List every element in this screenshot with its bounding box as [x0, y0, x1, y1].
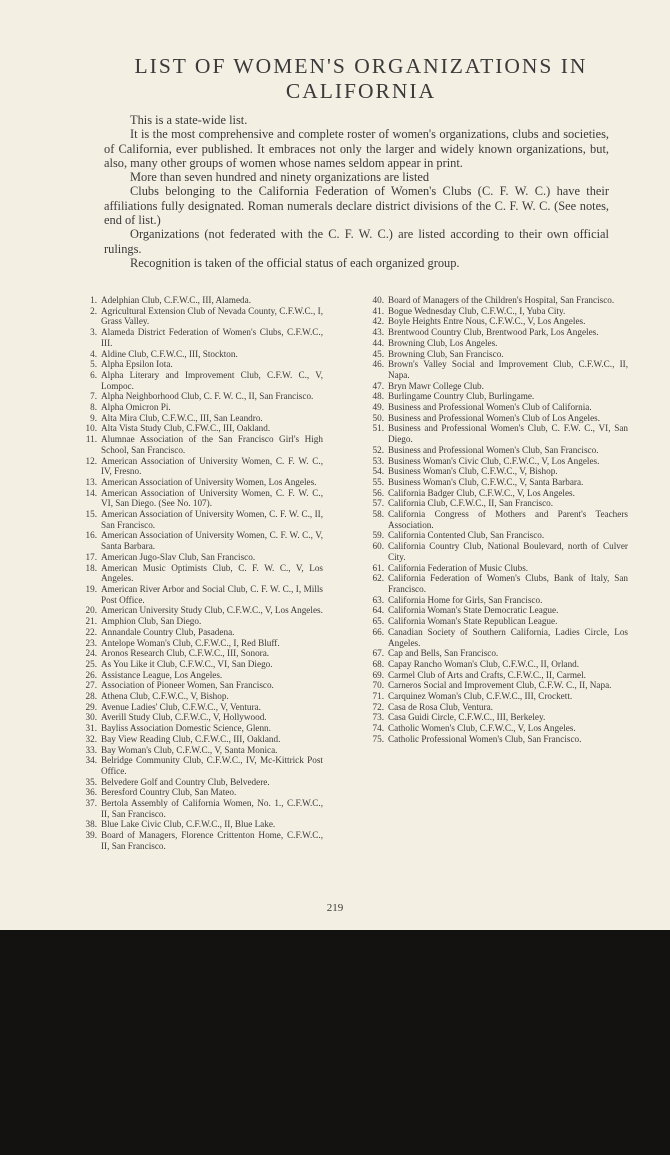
list-item-text: Aronos Research Club, C.F.W.C., III, Sonora.: [101, 648, 270, 659]
list-item-number: 2.: [90, 305, 97, 316]
list-item-number: 30.: [85, 712, 97, 723]
list-item-text: Capay Rancho Woman's Club, C.F.W.C., II, Orland.: [388, 658, 580, 669]
list-item-text: California Woman's State Republican League.: [388, 616, 558, 627]
list-item-number: 75.: [372, 733, 384, 744]
list-item: [365, 648, 628, 659]
list-item-number: 37.: [85, 798, 97, 809]
list-item-text: Casa Guidi Circle, C.F.W.C., III, Berkeley.: [388, 712, 546, 723]
list-item-number: 10.: [85, 423, 97, 434]
list-item-number: 49.: [372, 402, 384, 413]
list-item: [78, 327, 323, 348]
intro-paragraph: This is a state-wide list.: [130, 113, 248, 127]
intro-paragraph: Recognition is taken of the official status of each organized group.: [130, 255, 460, 270]
list-item: [365, 712, 628, 723]
list-item-text: Beresford Country Club, San Mateo.: [101, 787, 237, 798]
list-item-text: Business and Professional Women's Club, C. F.W. C., VI, San Diego.: [388, 423, 628, 445]
list-item-text: Casa de Rosa Club, Ventura.: [388, 701, 493, 712]
list-item-number: 27.: [85, 680, 97, 691]
list-item-number: 17.: [85, 551, 97, 562]
list-item-text: Browning Club, Los Angeles.: [388, 337, 498, 348]
list-item: [78, 584, 323, 605]
list-item: [78, 530, 323, 551]
intro-paragraph: Organizations (not federated with the C. F. W. C.) are listed according to their own official rulings.: [104, 227, 609, 256]
list-item: [78, 402, 323, 413]
list-item-text: Alpha Literary and Improvement Club, C.F.W. C., V, Lompoc.: [101, 369, 323, 391]
list-item-number: 11.: [85, 434, 97, 445]
list-item-text: American University Study Club, C.F.W.C., V, Los Angeles.: [101, 605, 323, 616]
list-item-text: California Contented Club, San Francisco.: [388, 530, 545, 541]
list-item: [365, 723, 628, 734]
list-item-number: 52.: [372, 444, 384, 455]
list-item: [78, 787, 323, 798]
list-item-number: 21.: [85, 616, 97, 627]
list-item-number: 69.: [372, 669, 384, 680]
list-item: [78, 648, 323, 659]
list-item-number: 53.: [372, 455, 384, 466]
list-item-text: Bay View Reading Club, C.F.W.C., III, Oakland.: [101, 733, 281, 744]
list-item-text: American Association of University Women, Los Angeles.: [101, 476, 317, 487]
list-item-text: Board of Managers, Florence Crittenton Home, C.F.W.C., II, San Francisco.: [101, 830, 323, 851]
list-item: [78, 659, 323, 670]
list-item-number: 13.: [85, 476, 97, 487]
list-item-text: California Federation of Women's Clubs, Bank of Italy, San Francisco.: [388, 573, 628, 594]
list-item-number: 59.: [372, 530, 384, 541]
list-item-text: Belridge Community Club, C.F.W.C., IV, Mc-Kittrick Post Office.: [101, 755, 323, 776]
list-item: [365, 338, 628, 349]
intro-text: [104, 113, 609, 270]
list-item: [365, 402, 628, 413]
list-item-number: 29.: [85, 701, 97, 712]
list-item: [78, 723, 323, 734]
list-item: [365, 498, 628, 509]
list-item: [365, 541, 628, 562]
list-item-text: Carneros Social and Improvement Club, C.F.W. C., II, Napa.: [388, 680, 612, 691]
list-item-number: 47.: [372, 380, 384, 391]
list-item-text: Athena Club, C.F.W.C., V, Bishop.: [101, 691, 229, 702]
list-item-number: 6.: [90, 369, 97, 380]
list-item-number: 70.: [372, 680, 384, 691]
list-item-text: Adelphian Club, C.F.W.C., III, Alameda.: [101, 295, 251, 305]
list-item-number: 18.: [85, 562, 97, 573]
list-item-text: Business Woman's Civic Club, C.F.W.C., V, Los Angeles.: [388, 455, 600, 466]
list-item-number: 66.: [372, 626, 384, 637]
list-item: [365, 734, 628, 745]
list-item-text: Browning Club, San Francisco.: [388, 348, 504, 359]
list-item-text: California Home for Girls, San Francisco.: [388, 594, 543, 605]
list-item-text: Alpha Omicron Pi.: [101, 402, 171, 413]
list-item-number: 58.: [372, 509, 384, 520]
list-item-text: American Association of University Women, C. F. W. C., V, Santa Barbara.: [101, 530, 323, 552]
list-item-text: Alta Vista Study Club, C.FW.C., III, Oakland.: [101, 423, 271, 434]
list-item-number: 36.: [85, 787, 97, 798]
list-item-number: 8.: [90, 402, 97, 413]
list-item-number: 60.: [372, 541, 384, 552]
list-item-number: 42.: [372, 316, 384, 327]
list-item: [78, 552, 323, 563]
list-item: [78, 370, 323, 391]
list-item-number: 62.: [372, 573, 384, 584]
list-item-text: Catholic Professional Women's Club, San Francisco.: [388, 733, 582, 744]
list-item-text: Business Woman's Club, C.F.W.C., V, Bishop.: [388, 466, 558, 477]
list-item: [78, 488, 323, 509]
list-item-number: 61.: [372, 562, 384, 573]
list-item-number: 44.: [372, 337, 384, 348]
list-item: [78, 413, 323, 424]
list-item: [78, 509, 323, 530]
list-item: [365, 456, 628, 467]
list-item-number: 15.: [85, 509, 97, 520]
list-item: [365, 563, 628, 574]
list-item-number: 48.: [372, 391, 384, 402]
list-item: [78, 295, 323, 306]
list-item-number: 5.: [90, 359, 97, 370]
list-item: [78, 755, 323, 776]
list-item-number: 74.: [372, 723, 384, 734]
list-item-text: Burlingame Country Club, Burlingame.: [388, 391, 535, 402]
list-item: [78, 670, 323, 681]
list-item-number: 55.: [372, 476, 384, 487]
list-item-number: 38.: [85, 819, 97, 830]
list-item: [78, 638, 323, 649]
list-item-number: 51.: [372, 423, 384, 434]
list-item-text: California Federation of Music Clubs.: [388, 562, 529, 573]
list-item-text: California Badger Club, C.F.W.C., V, Los Angeles.: [388, 487, 575, 498]
list-item-text: Brown's Valley Social and Improvement Club, C.F.W.C., II, Napa.: [388, 359, 628, 380]
list-item-number: 41.: [372, 305, 384, 316]
list-item: [78, 691, 323, 702]
list-item-number: 16.: [85, 530, 97, 541]
list-item-text: Avenue Ladies' Club, C.F.W.C., V, Ventura.: [101, 701, 261, 712]
list-item: [78, 456, 323, 477]
list-item: [78, 627, 323, 638]
list-item-number: 35.: [85, 776, 97, 787]
list-item-text: Business Woman's Club, C.F.W.C., V, Santa Barbara.: [388, 476, 584, 487]
list-item: [365, 530, 628, 541]
list-item-number: 3.: [90, 327, 97, 338]
list-item: [78, 702, 323, 713]
list-item: [365, 445, 628, 456]
list-item-number: 43.: [372, 327, 384, 338]
list-item-text: American Music Optimists Club, C. F. W. C., V, Los Angeles.: [101, 562, 323, 584]
list-item-text: Assistance League, Los Angeles.: [101, 669, 223, 680]
list-item-text: Annandale Country Club, Pasadena.: [101, 626, 235, 637]
list-item-number: 7.: [90, 391, 97, 402]
list-item-text: Bay Woman's Club, C.F.W.C., V, Santa Monica.: [101, 744, 278, 755]
list-item-text: California Congress of Mothers and Parent's Teachers Association.: [388, 509, 628, 530]
list-item-number: 40.: [372, 295, 384, 305]
list-item: [78, 777, 323, 788]
list-item-text: Bayliss Association Domestic Science, Glenn.: [101, 723, 271, 734]
list-item-number: 33.: [85, 744, 97, 755]
list-item: [78, 605, 323, 616]
list-item: [78, 391, 323, 402]
page-number: 219: [326, 902, 344, 914]
list-item-text: Amphion Club, San Diego.: [101, 616, 202, 627]
page-title: LIST OF WOMEN'S ORGANIZATIONS IN CALIFORNIA: [134, 54, 588, 103]
list-item-text: Aldine Club, C.F.W.C., III, Stockton.: [101, 348, 238, 359]
list-item-text: Averill Study Club, C.F.W.C., V, Hollywood.: [101, 712, 267, 723]
list-item: [78, 563, 323, 584]
list-item-number: 25.: [85, 658, 97, 669]
list-item: [365, 670, 628, 681]
list-item: [365, 595, 628, 606]
list-item-text: Canadian Society of Southern California, Ladies Circle, Los Angeles.: [388, 626, 628, 648]
list-item: [365, 488, 628, 499]
list-item-text: American Association of University Women, C. F. W. C., IV, Fresno.: [101, 455, 323, 477]
list-item: [78, 819, 323, 830]
list-item-number: 34.: [85, 755, 97, 766]
list-item-text: Agricultural Extension Club of Nevada County, C.F.W.C., I, Grass Valley.: [101, 305, 323, 327]
list-item-number: 4.: [90, 348, 97, 359]
list-item-text: Association of Pioneer Women, San Francisco.: [101, 680, 274, 691]
list-item-number: 50.: [372, 412, 384, 423]
list-item-number: 24.: [85, 648, 97, 659]
list-item: [365, 391, 628, 402]
list-item-text: California Country Club, National Boulevard, north of Culver City.: [388, 541, 628, 562]
list-item-text: Business and Professional Women's Club of California.: [388, 402, 592, 413]
list-item-number: 46.: [372, 359, 384, 370]
list-item-text: Bertola Assembly of California Women, No. 1., C.F.W.C., II, San Francisco.: [101, 798, 323, 819]
list-item: [78, 306, 323, 327]
list-item: [365, 605, 628, 616]
list-item: [78, 734, 323, 745]
list-item: [365, 466, 628, 477]
list-item-number: 45.: [372, 348, 384, 359]
list-item-number: 39.: [85, 830, 97, 841]
list-item-text: Blue Lake Civic Club, C.F.W.C., II, Blue Lake.: [101, 819, 276, 830]
list-item-text: Alpha Epsilon Iota.: [101, 359, 173, 370]
list-item: [365, 316, 628, 327]
list-item-number: 54.: [372, 466, 384, 477]
list-item-text: Belvedere Golf and Country Club, Belvedere.: [101, 776, 270, 787]
list-item-text: California Woman's State Democratic League.: [388, 605, 559, 616]
list-item: [78, 423, 323, 434]
list-item-number: 23.: [85, 637, 97, 648]
list-item: [365, 477, 628, 488]
list-item: [78, 798, 323, 819]
list-item: [365, 423, 628, 444]
list-item-text: American Association of University Women, C. F. W. C., II, San Francisco.: [101, 509, 323, 530]
list-item-number: 32.: [85, 733, 97, 744]
list-item-number: 64.: [372, 605, 384, 616]
list-item-number: 28.: [85, 691, 97, 702]
list-item-text: Alumnae Association of the San Francisco Girl's High School, San Francisco.: [101, 434, 323, 455]
list-item-number: 57.: [372, 498, 384, 509]
list-item-text: American River Arbor and Social Club, C. F. W. C., I, Mills Post Office.: [101, 583, 323, 605]
list-item: [365, 702, 628, 713]
left-column: [78, 295, 323, 852]
list-item: [78, 477, 323, 488]
list-item: [365, 680, 628, 691]
list-item-number: 22.: [85, 626, 97, 637]
list-item-number: 63.: [372, 594, 384, 605]
list-item-text: Alta Mira Club, C.F.W.C., III, San Leandro.: [101, 412, 263, 423]
list-item-number: 1.: [90, 295, 97, 305]
list-item: [365, 327, 628, 338]
list-item-text: Cap and Bells, San Francisco.: [388, 648, 499, 659]
list-item-text: Alameda District Federation of Women's Clubs, C.F.W.C., III.: [101, 327, 323, 348]
list-item-text: American Association of University Women, C. F. W. C., VI, San Diego. (See No. 107).: [101, 487, 323, 509]
list-item-number: 71.: [372, 691, 384, 702]
list-item-text: Carmel Club of Arts and Crafts, C.F.W.C., II, Carmel.: [388, 669, 586, 680]
list-item-text: Bryn Mawr College Club.: [388, 380, 484, 391]
list-item-number: 20.: [85, 605, 97, 616]
list-item-text: American Jugo-Slav Club, San Francisco.: [101, 551, 256, 562]
list-item-text: Antelope Woman's Club, C.F.W.C., I, Red Bluff.: [101, 637, 280, 648]
list-item-text: Business and Professional Women's Club, San Francisco.: [388, 444, 599, 455]
list-item: [365, 616, 628, 627]
list-item: [365, 627, 628, 648]
list-item-number: 65.: [372, 616, 384, 627]
list-item-number: 67.: [372, 648, 384, 659]
list-item: [78, 712, 323, 723]
list-item-text: Alpha Neighborhood Club, C. F. W. C., II, San Francisco.: [101, 391, 314, 402]
list-item-text: Bogue Wednesday Club, C.F.W.C., I, Yuba City.: [388, 305, 566, 316]
intro-paragraph: More than seven hundred and ninety organizations are listed: [130, 170, 430, 185]
list-item: [78, 745, 323, 756]
list-item-number: 26.: [85, 669, 97, 680]
list-item: [365, 691, 628, 702]
list-item: [78, 349, 323, 360]
list-item: [78, 434, 323, 455]
list-item-number: 68.: [372, 658, 384, 669]
list-item-number: 9.: [90, 412, 97, 423]
list-item: [78, 359, 323, 370]
list-item-text: As You Like it Club, C.F.W.C., VI, San Diego.: [101, 658, 273, 669]
list-item-text: Catholic Women's Club, C.F.W.C., V, Los Angeles.: [388, 723, 576, 734]
list-item-number: 12.: [85, 455, 97, 466]
list-item-number: 73.: [372, 712, 384, 723]
list-item: [365, 509, 628, 530]
list-item-number: 72.: [372, 701, 384, 712]
list-item: [365, 306, 628, 317]
list-item: [78, 830, 323, 851]
list-item-text: Board of Managers of the Children's Hospital, San Francisco.: [388, 295, 615, 305]
list-item: [365, 413, 628, 424]
list-item: [365, 659, 628, 670]
list-item: [365, 349, 628, 360]
list-item-text: Carquinez Woman's Club, C.F.W.C., III, Crockett.: [388, 691, 573, 702]
list-item-text: Boyle Heights Entre Nous, C.F.W.C., V, Los Angeles.: [388, 316, 586, 327]
list-item-number: 19.: [85, 583, 97, 594]
list-item: [365, 381, 628, 392]
intro-paragraph: Clubs belonging to the California Federation of Women's Clubs (C. F. W. C.) have their affiliations fully designated. Roman numerals declare district divisions of the C. F. W. C. (See notes, end of list.): [104, 184, 609, 228]
list-item-number: 31.: [85, 723, 97, 734]
list-item: [78, 680, 323, 691]
list-item-number: 14.: [85, 487, 97, 498]
list-item-text: Business and Professional Women's Club of Los Angeles.: [388, 412, 601, 423]
list-item: [78, 616, 323, 627]
list-item: [365, 573, 628, 594]
list-item: [365, 295, 628, 306]
list-item-number: 56.: [372, 487, 384, 498]
right-column: [365, 295, 628, 745]
intro-paragraph: It is the most comprehensive and complete roster of women's organizations, clubs and societies, of California, ever published. It embraces not only the larger and widely known organizations, but, also, many other groups of women whose names seldom appear in print.: [104, 127, 609, 170]
list-item-text: Brentwood Country Club, Brentwood Park, Los Angeles.: [388, 327, 599, 338]
list-item-text: California Club, C.F.W.C., II, San Francisco.: [388, 498, 554, 509]
list-item: [365, 359, 628, 380]
